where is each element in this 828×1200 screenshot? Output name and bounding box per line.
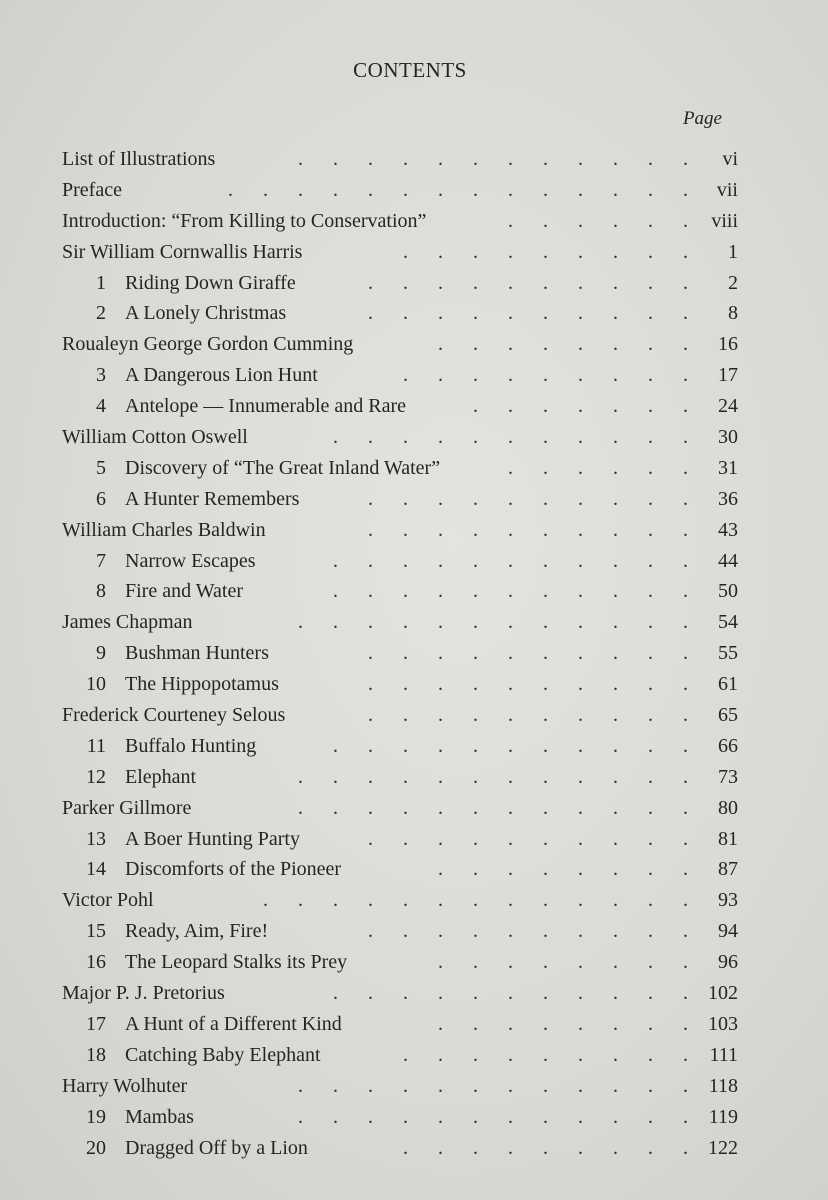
- entry-title: Preface: [62, 178, 122, 201]
- page-number: 111: [709, 1043, 738, 1066]
- dot-leader: . . . . . . . .: [438, 333, 688, 356]
- page-number: 102: [708, 982, 738, 1005]
- entry-title: Dragged Off by a Lion: [125, 1136, 308, 1159]
- dot-leader: . . . . . . . . . . .: [333, 734, 688, 757]
- dot-leader: . . . . . . . . . .: [368, 642, 688, 665]
- chapter-number: 3: [96, 364, 106, 387]
- dot-leader: . . . . . . . . . . . .: [298, 148, 688, 170]
- entry-title: Introduction: “From Killing to Conservation”: [62, 209, 427, 232]
- chapter-number: 8: [96, 580, 106, 603]
- page-number: 96: [718, 951, 738, 974]
- page-number: 50: [718, 580, 738, 603]
- entry-title: Narrow Escapes: [125, 549, 256, 572]
- page-number: 80: [718, 796, 738, 819]
- entry-title: Major P. J. Pretorius: [62, 982, 225, 1005]
- toc-author-row: [0, 422, 828, 453]
- page-number: 17: [718, 364, 738, 387]
- page-number: viii: [711, 209, 738, 232]
- dot-leader: . . . . . . . . . .: [368, 704, 688, 727]
- page-title: CONTENTS: [353, 58, 467, 82]
- page-number: 103: [708, 1012, 738, 1035]
- entry-title: Discovery of “The Great Inland Water”: [125, 456, 441, 479]
- dot-leader: . . . . . . . . . . .: [333, 426, 688, 449]
- page-number: 122: [708, 1136, 738, 1159]
- toc-chapter-row: [0, 1009, 828, 1040]
- chapter-number: 9: [96, 642, 106, 665]
- chapter-number: 14: [86, 858, 106, 881]
- toc-chapter-row: [0, 1102, 828, 1133]
- dot-leader: . . . . . . . . . . .: [333, 982, 688, 1005]
- toc-chapter-row: [0, 546, 828, 577]
- entry-title: The Hippopotamus: [125, 673, 279, 696]
- toc-author-row: [0, 237, 828, 268]
- page-number: 93: [718, 889, 738, 912]
- page-number: 61: [718, 673, 738, 696]
- entry-title: Buffalo Hunting: [125, 734, 257, 757]
- page-number: 55: [718, 642, 738, 665]
- chapter-number: 2: [96, 302, 106, 325]
- chapter-number: 18: [86, 1043, 106, 1066]
- chapter-number: 20: [86, 1136, 106, 1159]
- entry-title: Fire and Water: [125, 580, 243, 603]
- page-number: 30: [718, 426, 738, 449]
- dot-leader: . . . . . . . . . .: [368, 673, 688, 696]
- toc-chapter-row: [0, 1040, 828, 1071]
- dot-leader: . . . . . . . . . . . . .: [263, 889, 688, 912]
- toc-author-row: [0, 515, 828, 546]
- page-number: 36: [718, 487, 738, 510]
- toc-author-row: [0, 329, 828, 360]
- entry-title: Antelope — Innumerable and Rare: [125, 395, 407, 418]
- toc-front-row: [0, 206, 828, 237]
- dot-leader: . . . . . .: [508, 456, 688, 479]
- entry-title: List of Illustrations: [62, 148, 216, 170]
- toc-chapter-row: [0, 916, 828, 947]
- dot-leader: . . . . . . . . .: [403, 1136, 688, 1159]
- page-number: 87: [718, 858, 738, 881]
- chapter-number: 6: [96, 487, 106, 510]
- toc-chapter-row: [0, 762, 828, 793]
- entry-title: Catching Baby Elephant: [125, 1043, 321, 1066]
- entry-title: A Dangerous Lion Hunt: [125, 364, 318, 387]
- toc-chapter-row: [0, 298, 828, 329]
- entry-title: Victor Pohl: [62, 889, 154, 912]
- page-number: 118: [708, 1074, 738, 1097]
- toc-author-row: [0, 978, 828, 1009]
- dot-leader: . . . . . . . . . . .: [333, 549, 688, 572]
- dot-leader: . . . . . . . . . . . .: [298, 1105, 688, 1128]
- entry-title: A Boer Hunting Party: [125, 827, 300, 850]
- toc-chapter-row: [0, 576, 828, 607]
- chapter-number: 16: [86, 951, 106, 974]
- toc-chapter-row: [0, 360, 828, 391]
- table-of-contents: [0, 144, 828, 1163]
- dot-leader: . . . . . . . . . .: [368, 302, 688, 325]
- chapter-number: 1: [96, 271, 106, 294]
- entry-title: A Hunter Remembers: [125, 487, 300, 510]
- page-number: vi: [722, 148, 738, 170]
- page-number: 1: [728, 240, 738, 263]
- toc-chapter-row: [0, 854, 828, 885]
- page-number: 94: [718, 920, 738, 943]
- entry-title: James Chapman: [62, 611, 193, 634]
- chapter-number: 19: [86, 1105, 106, 1128]
- dot-leader: . . . . . . . . .: [403, 240, 688, 263]
- toc-chapter-row: [0, 268, 828, 299]
- dot-leader: . . . . . . . . . . . .: [298, 611, 688, 634]
- page-number: 16: [718, 333, 738, 356]
- page-number: 54: [718, 611, 738, 634]
- toc-author-row: [0, 885, 828, 916]
- entry-title: Sir William Cornwallis Harris: [62, 240, 303, 263]
- dot-leader: . . . . . .: [508, 209, 688, 232]
- dot-leader: . . . . . . . . . .: [368, 518, 688, 541]
- entry-title: Bushman Hunters: [125, 642, 269, 665]
- toc-chapter-row: [0, 638, 828, 669]
- page-number: 8: [728, 302, 738, 325]
- page-column-header: Page: [682, 108, 722, 129]
- toc-chapter-row: [0, 731, 828, 762]
- page-number: vii: [716, 178, 738, 201]
- entry-title: A Hunt of a Different Kind: [125, 1012, 342, 1035]
- chapter-number: 10: [86, 673, 106, 696]
- dot-leader: . . . . . . . . . . .: [333, 580, 688, 603]
- entry-title: Mambas: [125, 1105, 194, 1128]
- page-number: 66: [718, 734, 738, 757]
- page-number: 44: [718, 549, 738, 572]
- entry-title: William Charles Baldwin: [62, 518, 266, 541]
- toc-chapter-row: [0, 947, 828, 978]
- chapter-number: 17: [86, 1012, 106, 1035]
- toc-chapter-row: [0, 453, 828, 484]
- toc-chapter-row: [0, 824, 828, 855]
- page-number: 2: [728, 271, 738, 294]
- dot-leader: . . . . . . . .: [438, 951, 688, 974]
- page-number: 43: [718, 518, 738, 541]
- dot-leader: . . . . . . . . . . . .: [298, 1074, 688, 1097]
- toc-author-row: [0, 1071, 828, 1102]
- entry-title: Riding Down Giraffe: [125, 271, 296, 294]
- entry-title: Harry Wolhuter: [62, 1074, 188, 1097]
- entry-title: Parker Gillmore: [62, 796, 192, 819]
- toc-chapter-row: [0, 669, 828, 700]
- dot-leader: . . . . . . .: [473, 395, 688, 418]
- chapter-number: 15: [86, 920, 106, 943]
- entry-title: Roualeyn George Gordon Cumming: [62, 333, 354, 356]
- toc-front-row: [0, 144, 828, 175]
- dot-leader: . . . . . . . .: [438, 858, 688, 881]
- page-number: 119: [708, 1105, 738, 1128]
- toc-chapter-row: [0, 484, 828, 515]
- entry-title: William Cotton Oswell: [62, 426, 248, 449]
- page-number: 65: [718, 704, 738, 727]
- chapter-number: 4: [96, 395, 106, 418]
- dot-leader: . . . . . . . . . .: [368, 827, 688, 850]
- chapter-number: 12: [86, 765, 106, 788]
- page-number: 31: [718, 456, 738, 479]
- dot-leader: . . . . . . . . . . . .: [298, 796, 688, 819]
- dot-leader: . . . . . . . . .: [403, 364, 688, 387]
- dot-leader: . . . . . . . . . . . .: [298, 765, 688, 788]
- entry-title: Ready, Aim, Fire!: [125, 920, 269, 943]
- toc-chapter-row: [0, 1133, 828, 1164]
- entry-title: A Lonely Christmas: [125, 302, 287, 325]
- entry-title: Discomforts of the Pioneer: [125, 858, 342, 881]
- dot-leader: . . . . . . . . . .: [368, 271, 688, 294]
- entry-title: The Leopard Stalks its Prey: [125, 951, 348, 974]
- page-number: 73: [718, 765, 738, 788]
- page-number: 81: [718, 827, 738, 850]
- chapter-number: 7: [96, 549, 106, 572]
- toc-author-row: [0, 793, 828, 824]
- dot-leader: . . . . . . . . . .: [368, 920, 688, 943]
- chapter-number: 13: [86, 827, 106, 850]
- dot-leader: . . . . . . . . . . . . . .: [228, 178, 688, 201]
- entry-title: Frederick Courteney Selous: [62, 704, 286, 727]
- page-number: 24: [718, 395, 738, 418]
- dot-leader: . . . . . . . .: [438, 1012, 688, 1035]
- chapter-number: 5: [96, 456, 106, 479]
- entry-title: Elephant: [125, 765, 197, 788]
- dot-leader: . . . . . . . . . .: [368, 487, 688, 510]
- dot-leader: . . . . . . . . .: [403, 1043, 688, 1066]
- chapter-number: 11: [86, 734, 106, 757]
- toc-author-row: [0, 700, 828, 731]
- toc-chapter-row: [0, 391, 828, 422]
- toc-front-row: [0, 175, 828, 206]
- toc-author-row: [0, 607, 828, 638]
